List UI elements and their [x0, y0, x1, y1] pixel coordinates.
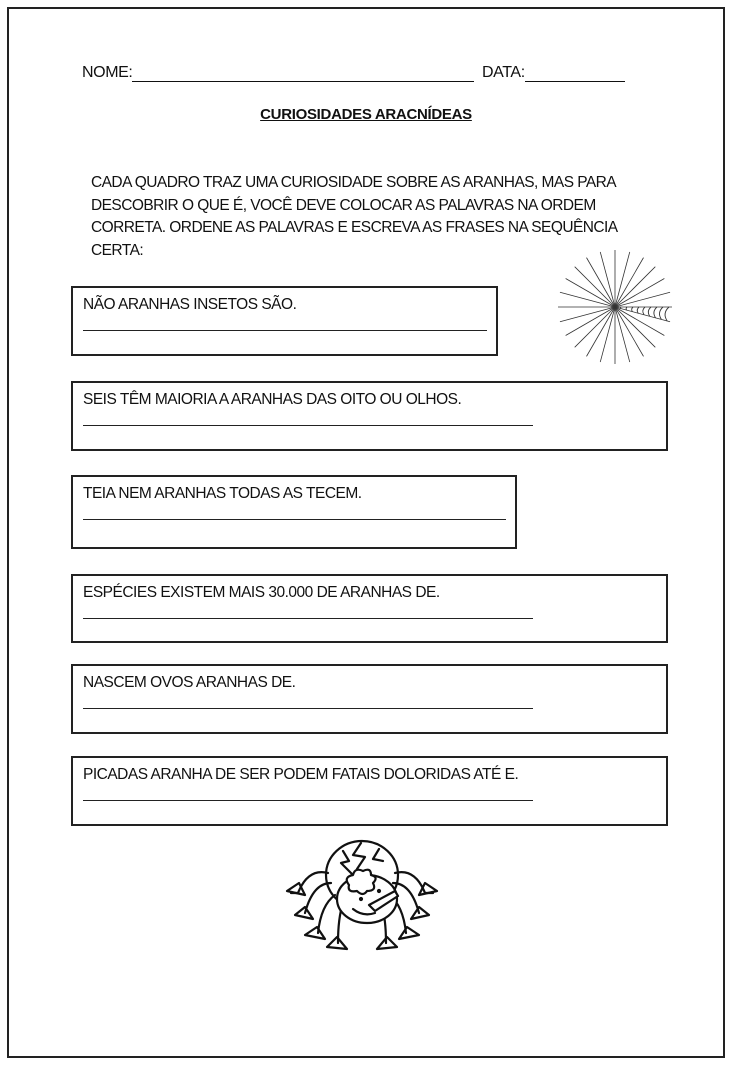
scrambled-sentence: TEIA NEM ARANHAS TODAS AS TECEM. [83, 485, 362, 502]
web-ring [654, 307, 657, 318]
scrambled-sentence: NÃO ARANHAS INSETOS SÃO. [83, 296, 297, 313]
answer-line[interactable] [83, 618, 533, 619]
web-ring [637, 307, 639, 313]
answer-line[interactable] [83, 708, 533, 709]
scrambled-sentence: SEIS TÊM MAIORIA A ARANHAS DAS OITO OU OLHOS. [83, 391, 462, 408]
exercise-box [71, 475, 517, 549]
answer-line[interactable] [83, 800, 533, 801]
web-spoke [600, 307, 615, 362]
answer-line[interactable] [83, 425, 533, 426]
web-ring [665, 307, 669, 321]
answer-line[interactable] [83, 330, 487, 331]
web-ring [643, 307, 645, 315]
name-field[interactable] [82, 64, 474, 82]
date-blank[interactable] [525, 65, 625, 82]
scrambled-sentence: NASCEM OVOS ARANHAS DE. [83, 674, 296, 691]
web-spoke [615, 307, 670, 322]
web-spoke [615, 292, 670, 307]
web-spoke [560, 307, 615, 322]
web-ring [659, 307, 663, 319]
answer-line[interactable] [83, 519, 506, 520]
web-ring [632, 307, 633, 312]
scrambled-sentence: ESPÉCIES EXISTEM MAIS 30.000 DE ARANHAS DE. [83, 584, 440, 601]
web-ring [626, 307, 627, 310]
date-label: DATA: [482, 64, 525, 81]
name-blank[interactable] [132, 65, 474, 82]
cartoon-spider-icon [283, 833, 441, 958]
web-spoke [615, 307, 630, 362]
exercise-box [71, 574, 668, 643]
web-spoke [560, 292, 615, 307]
web-spoke [600, 252, 615, 307]
spider-web-icon [556, 248, 674, 366]
web-spoke [615, 252, 630, 307]
page-title: CURIOSIDADES ARACNÍDEAS [260, 106, 472, 123]
date-field[interactable] [482, 64, 625, 82]
exercise-box [71, 286, 498, 356]
scrambled-sentence: PICADAS ARANHA DE SER PODEM FATAIS DOLORIDAS ATÉ E. [83, 766, 519, 783]
name-label: NOME: [82, 64, 133, 81]
exercise-box [71, 756, 668, 826]
web-ring [648, 307, 651, 316]
exercise-box [71, 381, 668, 451]
instructions: CADA QUADRO TRAZ UMA CURIOSIDADE SOBRE AS ARANHAS, MAS PARA DESCOBRIR O QUE É, VOCÊ DEVE COLOCAR AS PALAVRAS NA ORDEM CORRETA. ORDENE AS PALAVRAS E ESCREVA AS FRASES NA SEQUÊNCIA CERTA: [91, 174, 617, 259]
exercise-box [71, 664, 668, 734]
